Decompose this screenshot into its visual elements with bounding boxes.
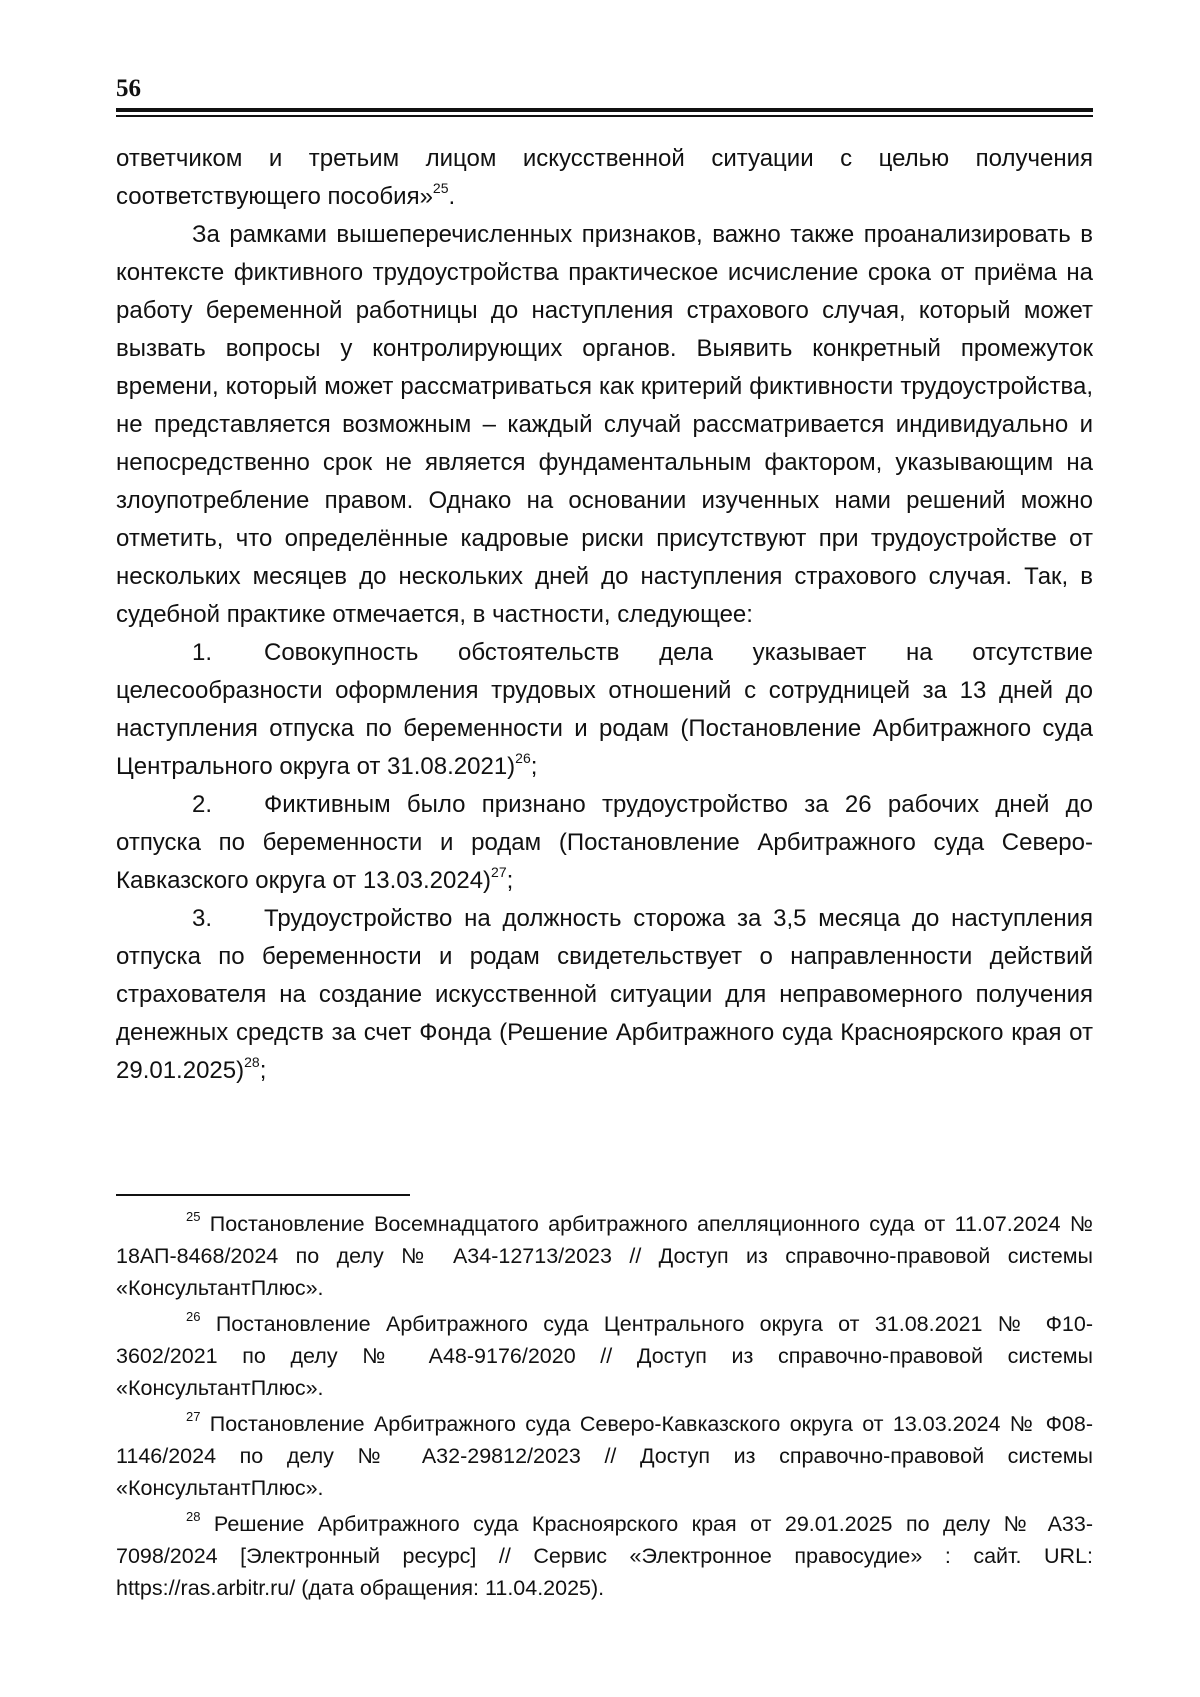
header-rule-thick bbox=[116, 108, 1093, 112]
list-item-1-tail: ; bbox=[530, 753, 538, 780]
list-item-3 bbox=[116, 900, 1093, 1090]
list-item-3-text: Трудоустройство на должность сторожа за 3,5 месяца до наступления отпуска по беременности и родам свидетельствует о направленности действий страхователя на создание искусственной ситуации для неправомерного получения денежных средств за счет Фонда (Решение Арбитражного суда Красноярского края от 29.01.2025) bbox=[116, 905, 1093, 1084]
page-number: 56 bbox=[116, 75, 141, 102]
footnote-25-text: Постановление Восемнадцатого арбитражного апелляционного суда от 11.07.2024 № 18АП-8468/2024 по делу № А34-12713/2023 // Доступ из справочно-правовой системы «КонсультантПлюс». bbox=[116, 1212, 1093, 1300]
footnote-separator bbox=[116, 1194, 410, 1196]
list-item-1-number: 1. bbox=[192, 639, 213, 666]
paragraph-1-text: ответчиком и третьим лицом искусственной ситуации с целью получения соответствующего пособия» bbox=[116, 145, 1093, 210]
body-text bbox=[116, 140, 1093, 1090]
footnote-28-number: 28 bbox=[186, 1508, 201, 1524]
footnote-28 bbox=[116, 1508, 1093, 1604]
list-item-1-text: Совокупность обстоятельств дела указывает на отсутствие целесообразности оформления трудовых отношений с сотрудницей за 13 дней до наступления отпуска по беременности и родам (Постановление Арбитражного суда Центрального округа от 31.08.2021) bbox=[116, 639, 1093, 780]
footnote-ref-26[interactable]: 26 bbox=[515, 750, 531, 766]
footnote-27 bbox=[116, 1408, 1093, 1504]
paragraph-1-tail: . bbox=[448, 183, 456, 210]
footnote-25-number: 25 bbox=[186, 1208, 201, 1224]
footnotes bbox=[116, 1208, 1093, 1608]
footnote-28-text: Решение Арбитражного суда Красноярского края от 29.01.2025 по делу № А33-7098/2024 [Электронный ресурс] // Сервис «Электронное правосудие» : сайт. URL: https://ras.arbitr.ru/ (дата обращения: 11.04.2025). bbox=[116, 1512, 1093, 1600]
list-item-2 bbox=[116, 786, 1093, 900]
list-item-2-text: Фиктивным было признано трудоустройство за 26 рабочих дней до отпуска по беременности и родам (Постановление Арбитражного суда Северо-Кавказского округа от 13.03.2024) bbox=[116, 791, 1093, 894]
footnote-27-text: Постановление Арбитражного суда Северо-Кавказского округа от 13.03.2024 № Ф08-1146/2024 по делу № А32-29812/2023 // Доступ из справочно-правовой системы «КонсультантПлюс». bbox=[116, 1412, 1093, 1500]
list-item-3-tail: ; bbox=[259, 1057, 267, 1084]
paragraph-2: За рамками вышеперечисленных признаков, важно также проанализировать в контексте фиктивного трудоустройства практическое исчисление срока от приёма на работу беременной работницы до наступления страхового случая, который может вызвать вопросы у контролирующих органов. Выявить конкретный промежуток времени, который может рассматриваться как критерий фиктивности трудоустройства, не представляется возможным – каждый случай рассматривается индивидуально и непосредственно срок не является фундаментальным фактором, указывающим на злоупотребление правом. Однако на основании изученных нами решений можно отметить, что определённые кадровые риски присутствуют при трудоустройстве от нескольких месяцев до нескольких дней до наступления страхового случая. Так, в судебной практике отмечается, в частности, следующее: bbox=[116, 221, 1093, 628]
footnote-26-number: 26 bbox=[186, 1308, 201, 1324]
footnote-25 bbox=[116, 1208, 1093, 1304]
list-item-3-number: 3. bbox=[192, 905, 213, 932]
list-item-2-number: 2. bbox=[192, 791, 213, 818]
list-item-1 bbox=[116, 634, 1093, 786]
footnote-ref-27[interactable]: 27 bbox=[491, 864, 507, 880]
footnote-ref-25[interactable]: 25 bbox=[432, 180, 449, 196]
paragraph-1 bbox=[116, 140, 1093, 216]
header-rule-thin bbox=[116, 115, 1093, 117]
footnote-27-number: 27 bbox=[186, 1408, 201, 1424]
footnote-ref-28[interactable]: 28 bbox=[244, 1054, 260, 1070]
footnote-26-text: Постановление Арбитражного суда Центрального округа от 31.08.2021 № Ф10-3602/2021 по делу № А48-9176/2020 // Доступ из справочно-правовой системы «КонсультантПлюс». bbox=[116, 1312, 1093, 1400]
list-item-2-tail: ; bbox=[506, 867, 514, 894]
footnote-26 bbox=[116, 1308, 1093, 1404]
